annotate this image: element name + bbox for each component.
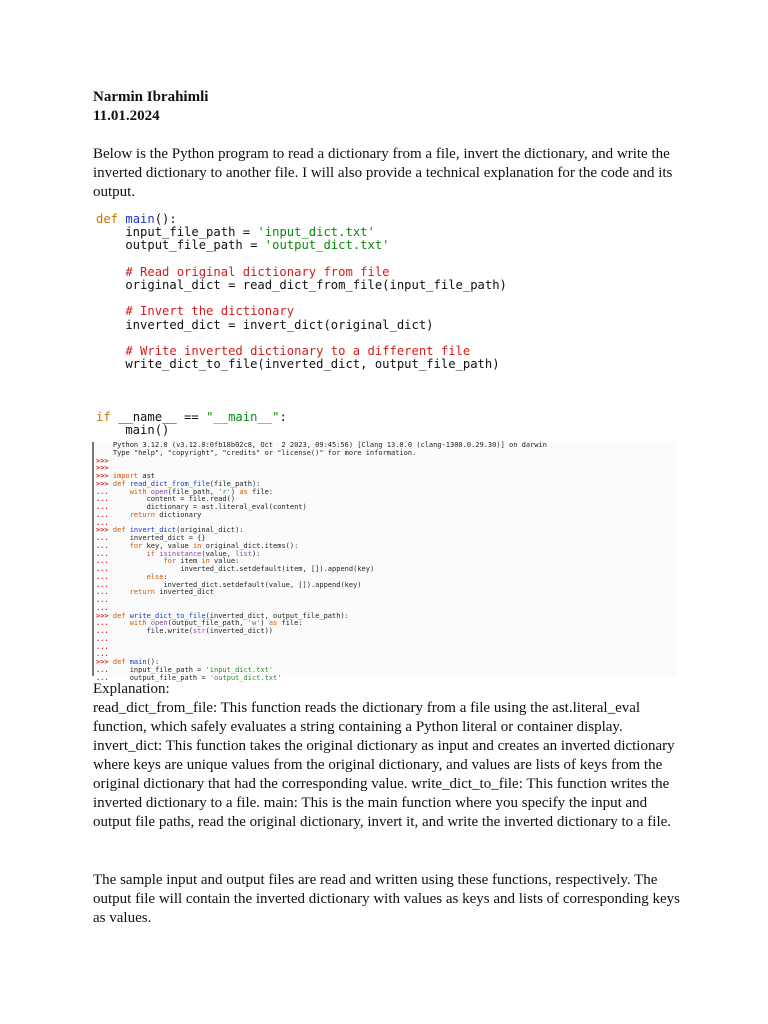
code-token: >>> bbox=[96, 611, 113, 620]
code-token: 'input_dict.txt' bbox=[257, 225, 375, 240]
code-line bbox=[96, 358, 507, 371]
code-token: input_file_path = bbox=[129, 665, 206, 674]
code-token: item bbox=[176, 557, 202, 566]
code-token: with bbox=[129, 619, 151, 628]
code-token: ... bbox=[96, 596, 109, 604]
code-token: return bbox=[129, 510, 156, 519]
code-token: 'w' bbox=[247, 619, 261, 628]
terminal-line bbox=[94, 465, 676, 473]
code-token: main bbox=[125, 212, 155, 226]
code-line bbox=[96, 239, 507, 252]
code-token: original_dict = read_dict_from_file(input_file_path) bbox=[96, 277, 507, 292]
explanation-heading: Explanation: bbox=[93, 681, 170, 697]
code-token: ... bbox=[96, 534, 130, 542]
code-token: def bbox=[112, 526, 130, 535]
terminal-line bbox=[94, 512, 676, 520]
code-token: 'r' bbox=[218, 487, 231, 496]
code-token: ... bbox=[96, 572, 147, 581]
terminal-line bbox=[94, 597, 676, 605]
code-token: ... bbox=[96, 642, 109, 651]
code-token: ... bbox=[96, 665, 130, 674]
terminal-line bbox=[94, 651, 676, 659]
code-line bbox=[96, 319, 507, 332]
code-token: main bbox=[129, 658, 147, 666]
code-token: >>> bbox=[96, 464, 109, 473]
code-token: ... bbox=[96, 503, 147, 511]
code-token: (value, bbox=[201, 549, 236, 558]
code-token: >>> bbox=[96, 472, 113, 480]
code-token: dictionary = ast.literal_eval(content) bbox=[146, 503, 307, 511]
terminal-line bbox=[94, 628, 676, 636]
code-token: (original_dict): bbox=[176, 526, 244, 535]
code-line bbox=[96, 384, 507, 397]
terminal-line bbox=[94, 450, 676, 458]
code-token: def bbox=[112, 658, 130, 666]
code-token: else bbox=[146, 572, 164, 581]
code-token: if bbox=[96, 409, 119, 424]
code-token: (file_path, bbox=[167, 487, 219, 496]
code-token: 'output_dict.txt' bbox=[209, 673, 282, 682]
code-token: dictionary bbox=[155, 510, 202, 519]
code-token: output_file_path = bbox=[96, 238, 265, 253]
outro-paragraph: The sample input and output files are read and written using these functions, respectively. The output file will contain the inverted dictionary with values as keys and lists of corresponding keys as values. bbox=[93, 872, 680, 926]
code-token: "__main__" bbox=[206, 409, 280, 424]
code-token: ast bbox=[138, 472, 156, 480]
code-token: file.write( bbox=[146, 627, 193, 635]
code-token: Type "help", "copyright", "credits" or "license()" for more information. bbox=[96, 448, 417, 457]
code-token: original_dict.items(): bbox=[201, 541, 299, 550]
terminal-line bbox=[94, 458, 676, 466]
code-token: return bbox=[129, 588, 156, 597]
code-token: ... bbox=[96, 557, 164, 566]
code-token: ... bbox=[96, 673, 130, 682]
code-token: as bbox=[239, 487, 248, 496]
code-token: ... bbox=[96, 549, 147, 558]
document-date: 11.01.2024 bbox=[93, 108, 160, 124]
code-token: ... bbox=[96, 588, 130, 597]
explanation-paragraph: read_dict_from_file: This function reads the dictionary from a file using the ast.literal_eval function, which safely evaluates a string containing a Python literal or container display. invert_dict: This function takes the original dictionary as input and creates an inverted dictionary where keys are unique values from the original dictionary, and values are lists of keys from the original dictionary that had the corresponding value. write_dict_to_file: This function writes the inverted dictionary to a file. main: This is the main function where you specify the input and output file paths, read the original dictionary, invert it, and write the inverted dictionary to a file. bbox=[93, 700, 675, 830]
code-token: file: bbox=[277, 619, 303, 628]
code-token: str bbox=[192, 627, 206, 635]
code-token: isinstance bbox=[159, 549, 202, 558]
code-token: open bbox=[150, 487, 168, 496]
code-token: ... bbox=[96, 580, 164, 589]
code-token: inverted_dict.setdefault(value, []).append(key) bbox=[163, 580, 362, 589]
code-token: __name__ == bbox=[118, 409, 207, 424]
code-token: ... bbox=[96, 650, 109, 659]
code-token: in bbox=[192, 541, 202, 550]
code-token: ... bbox=[96, 487, 130, 496]
code-line bbox=[96, 424, 507, 437]
code-token: def bbox=[112, 479, 130, 488]
code-token: ... bbox=[96, 627, 147, 635]
code-token: : bbox=[163, 572, 168, 581]
code-token: invert_dict bbox=[129, 526, 177, 535]
code-token: ... bbox=[96, 619, 130, 628]
code-line bbox=[96, 371, 507, 384]
code-token: if bbox=[146, 549, 160, 558]
code-token: # Read original dictionary from file bbox=[96, 264, 390, 279]
code-token: in bbox=[201, 557, 210, 566]
code-token: (): bbox=[146, 658, 160, 666]
terminal-line bbox=[94, 589, 676, 597]
code-token: def bbox=[96, 212, 126, 226]
code-token: ): bbox=[251, 549, 261, 558]
code-token: (inverted_dict, output_file_path): bbox=[205, 611, 349, 620]
code-token: inverted_dict = {} bbox=[129, 534, 206, 542]
code-token: >>> bbox=[96, 526, 113, 535]
code-token: ... bbox=[96, 541, 130, 550]
code-token: ... bbox=[96, 495, 147, 504]
code-token: with bbox=[129, 487, 151, 496]
author-block bbox=[93, 88, 208, 126]
code-token: write_dict_to_file(inverted_dict, output_file_path) bbox=[96, 357, 500, 372]
code-snippet bbox=[96, 213, 507, 437]
code-token: 'output_dict.txt' bbox=[264, 238, 390, 253]
code-token: >>> bbox=[96, 456, 109, 465]
code-token: for bbox=[163, 557, 177, 566]
code-token: as bbox=[268, 619, 278, 628]
code-token: import bbox=[112, 472, 139, 480]
code-token: open bbox=[150, 619, 168, 628]
code-token: content = file.read() bbox=[146, 495, 236, 504]
code-token: list bbox=[235, 549, 252, 558]
code-token: # Invert the dictionary bbox=[96, 304, 295, 319]
code-token: 'input_dict.txt' bbox=[205, 665, 274, 674]
terminal-line bbox=[94, 644, 676, 652]
code-token: Python 3.12.0 (v3.12.0:0fb18b02c8, Oct 2 2023, 09:45:56) [Clang 13.0.0 (clang-1300.0.29.30)] on darwin bbox=[96, 441, 547, 449]
code-token: inverted_dict.setdefault(item, []).append(key) bbox=[180, 565, 375, 573]
code-token: ... bbox=[96, 565, 181, 573]
code-token: main() bbox=[96, 423, 170, 437]
code-token: read_dict_from_file bbox=[129, 479, 210, 488]
code-token: (file_path): bbox=[209, 479, 261, 488]
intro-paragraph: Below is the Python program to read a dictionary from a file, invert the dictionary, and write the inverted dictionary to another file. I will also provide a technical explanation for the code and its output. bbox=[93, 146, 673, 200]
code-token: ... bbox=[96, 518, 109, 527]
code-token: (output_file_path, bbox=[167, 619, 248, 628]
author-name: Narmin Ibrahimli bbox=[93, 89, 209, 105]
code-token: write_dict_to_file bbox=[129, 611, 206, 620]
terminal-line bbox=[94, 566, 676, 574]
code-token: inverted_dict = invert_dict(original_dict) bbox=[96, 317, 434, 332]
code-token: key, value bbox=[142, 541, 193, 550]
terminal-line bbox=[94, 636, 676, 644]
code-token: ... bbox=[96, 603, 109, 612]
code-token: for bbox=[129, 541, 143, 550]
code-token: ... bbox=[96, 510, 130, 519]
terminal-screenshot bbox=[92, 441, 676, 682]
code-token: ) bbox=[230, 487, 240, 496]
code-token: output_file_path = bbox=[129, 673, 210, 682]
code-token: inverted_dict bbox=[155, 588, 215, 597]
code-token: ... bbox=[96, 634, 109, 643]
code-token: value: bbox=[209, 557, 240, 566]
code-token: (inverted_dict)) bbox=[205, 627, 274, 635]
code-token: input_file_path = bbox=[96, 225, 258, 240]
code-token: ) bbox=[260, 619, 269, 628]
code-token: def bbox=[112, 611, 130, 620]
code-token: file: bbox=[247, 487, 274, 496]
code-token: (): bbox=[154, 212, 177, 226]
code-token: >>> bbox=[96, 479, 113, 488]
code-line bbox=[96, 279, 507, 292]
code-token: : bbox=[279, 409, 287, 424]
code-token: >>> bbox=[96, 658, 113, 666]
code-token: # Write inverted dictionary to a different file bbox=[96, 343, 471, 358]
